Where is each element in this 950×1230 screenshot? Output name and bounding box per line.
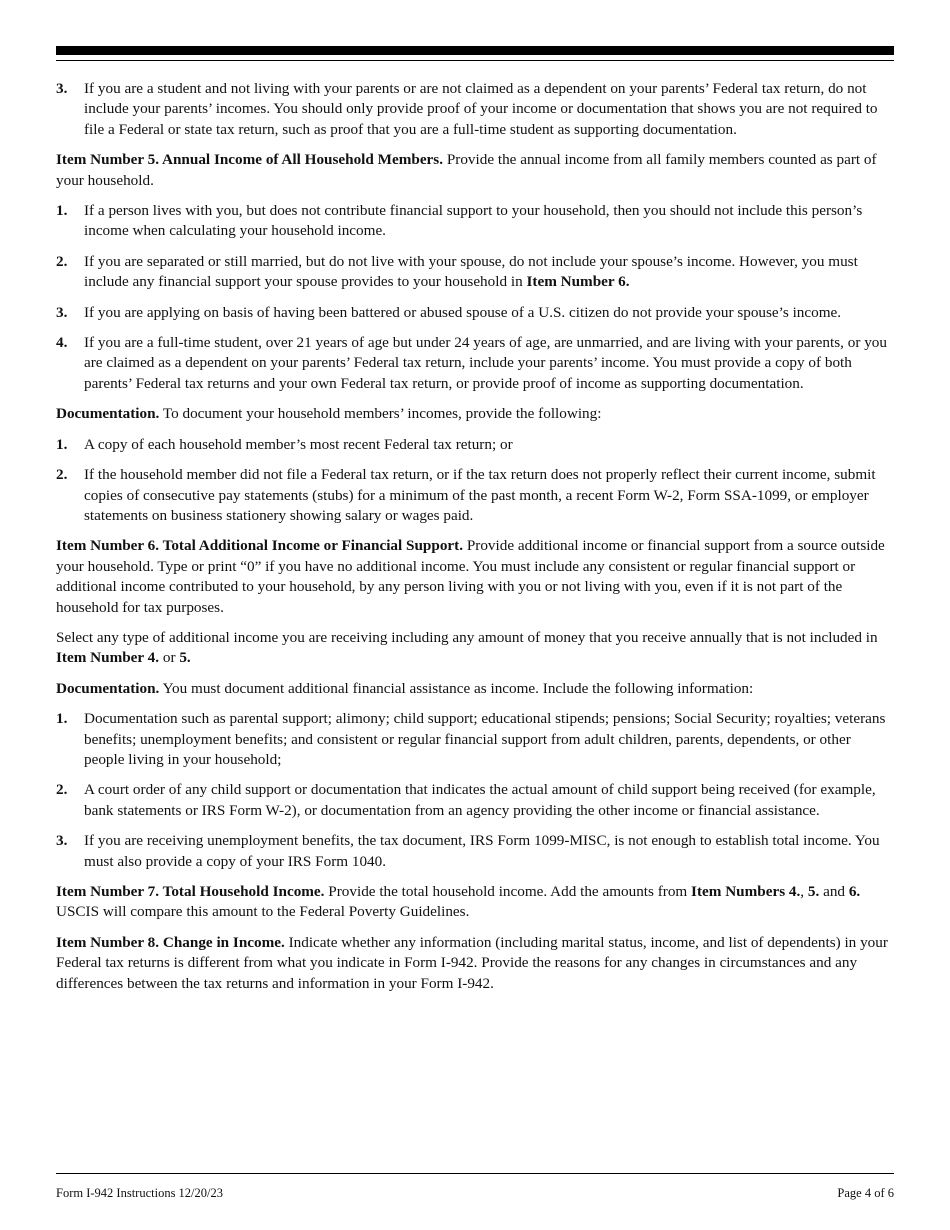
item7-sep: , [800, 883, 808, 900]
footer-form-id: Form I-942 Instructions 12/20/23 [56, 1186, 224, 1200]
list-text: A copy of each household member’s most recent Federal tax return; or [84, 435, 513, 453]
item8-heading: Item Number 8. Change in Income. [56, 933, 285, 951]
item7-bold-5: 5. [807, 883, 820, 900]
item8-text: Indicate whether any information (including marital status, income, and list of dependents) in your Federal tax returns is different from what you indicate in Form I-942. Provide the reasons for any changes in circumstances and any differences between the tax returns and information in your Form I-942. [56, 933, 888, 992]
list-text: A court order of any child support or documentation that indicates the actual amount of child support being received (for example, bank statements or IRS Form W-2), or documentation from an agency providing the other income or financial assistance. [84, 781, 876, 819]
footer-page-number: Page 4 of 6 [837, 1186, 894, 1200]
item6-select-paragraph [56, 628, 894, 669]
item7-paragraph [56, 882, 894, 923]
documentation-text: You must document additional financial assistance as income. Include the following information: [159, 679, 754, 697]
list-number: 4. [56, 334, 68, 352]
item6-select-or: or [159, 649, 180, 667]
list-item [56, 303, 894, 323]
list-number: 1. [56, 202, 68, 220]
item6-select-bold2: 5. [179, 649, 191, 667]
list-number: 3. [56, 303, 68, 321]
item5-documentation [56, 404, 894, 424]
list-item [56, 435, 894, 455]
item6-documentation [56, 679, 894, 699]
item6-text: Provide additional income or financial support from a source outside your household. Type or print “0” if you have no additional income. You must include any consistent or regular financial support or additional income contributed to your household, by any person living with you or not living with you, even if it is not part of the household for tax purposes. [56, 537, 885, 616]
list-number: 1. [56, 435, 68, 453]
list-item [56, 709, 894, 770]
list-text-body: If you are separated or still married, but do not live with your spouse, do not include your spouse’s income. However, you must include any financial support your spouse provides to your household in [84, 252, 858, 291]
item6-select-text: Select any type of additional income you are receiving including any amount of money that you receive annually that is not included in [56, 628, 878, 646]
list-item [56, 780, 894, 821]
list-text: If you are applying on basis of having been battered or abused spouse of a U.S. citizen do not provide your spouse’s income. [84, 303, 842, 321]
footer-rule [56, 1173, 894, 1174]
item5-text: Provide the annual income from all family members counted as part of your household. [56, 151, 877, 189]
list-item [56, 79, 894, 140]
list-text-bold: Item Number 6. [526, 273, 630, 291]
item7-text: Provide the total household income. Add the amounts from [324, 883, 692, 900]
item6-paragraph [56, 536, 894, 618]
list-number: 2. [56, 252, 68, 270]
list-number: 1. [56, 710, 68, 728]
header-thick-rule [56, 46, 894, 55]
documentation-heading: Documentation. [56, 405, 160, 423]
list-number: 2. [56, 466, 68, 484]
item8-paragraph [56, 933, 894, 994]
list-item [56, 831, 894, 872]
header-thin-rule [56, 60, 894, 61]
page-content [56, 79, 894, 1004]
item6-heading: Item Number 6. Total Additional Income or Financial Support. [56, 537, 464, 555]
list-item [56, 333, 894, 394]
list-text: If the household member did not file a Federal tax return, or if the tax return does not properly reflect their current income, submit copies of consecutive pay statements (stubs) for a minimum of the past month, a recent Form W-2, Form SSA-1099, or employer statements on business stationery showing salary or wages paid. [84, 466, 876, 524]
item7-and: and [819, 883, 849, 900]
list-number: 2. [56, 781, 68, 799]
item7-heading: Item Number 7. Total Household Income. [56, 883, 325, 900]
documentation-text: To document your household members’ incomes, provide the following: [159, 405, 602, 423]
item6-select-bold1: Item Number 4. [56, 649, 160, 667]
list-text: If you are a full-time student, over 21 years of age but under 24 years of age, are unmarried, and are living with your parents, or you are claimed as a dependent on your parents’ Federal tax return, include your parents’ income. You must provide a copy of both parents’ Federal tax returns and your own Federal tax return, or provide proof of income as supporting documentation. [84, 334, 887, 392]
item7-bold-numbers: Item Numbers 4. [691, 883, 801, 900]
list-number: 3. [56, 832, 68, 850]
list-text: If you are receiving unemployment benefits, the tax document, IRS Form 1099-MISC, is not enough to establish total income. You must also provide a copy of your IRS Form 1040. [84, 832, 880, 870]
list-item [56, 465, 894, 526]
list-text [84, 252, 894, 293]
list-text: If a person lives with you, but does not contribute financial support to your household, then you should not include this person’s income when calculating your household income. [84, 202, 863, 240]
item7-tail: USCIS will compare this amount to the Federal Poverty Guidelines. [56, 903, 470, 921]
list-text: If you are a student and not living with your parents or are not claimed as a dependent on your parents’ Federal tax return, do not include your parents’ incomes. You should only provide proof of your income or documentation that shows you are not required to file a Federal or state tax return, such as proof that you are a full-time student as supporting documentation. [84, 80, 878, 138]
list-text: Documentation such as parental support; alimony; child support; educational stipends; pensions; Social Security; royalties; veterans benefits; unemployment benefits; and consistent or regular financial support from adult children, parents, dependents, or other people living in your household; [84, 710, 886, 768]
item7-bold-6: 6. [848, 883, 861, 900]
item5-paragraph [56, 150, 894, 191]
list-number: 3. [56, 80, 68, 97]
list-item [56, 201, 894, 242]
item5-heading: Item Number 5. Annual Income of All Household Members. [56, 151, 444, 169]
list-item [56, 252, 894, 293]
documentation-heading: Documentation. [56, 679, 160, 697]
